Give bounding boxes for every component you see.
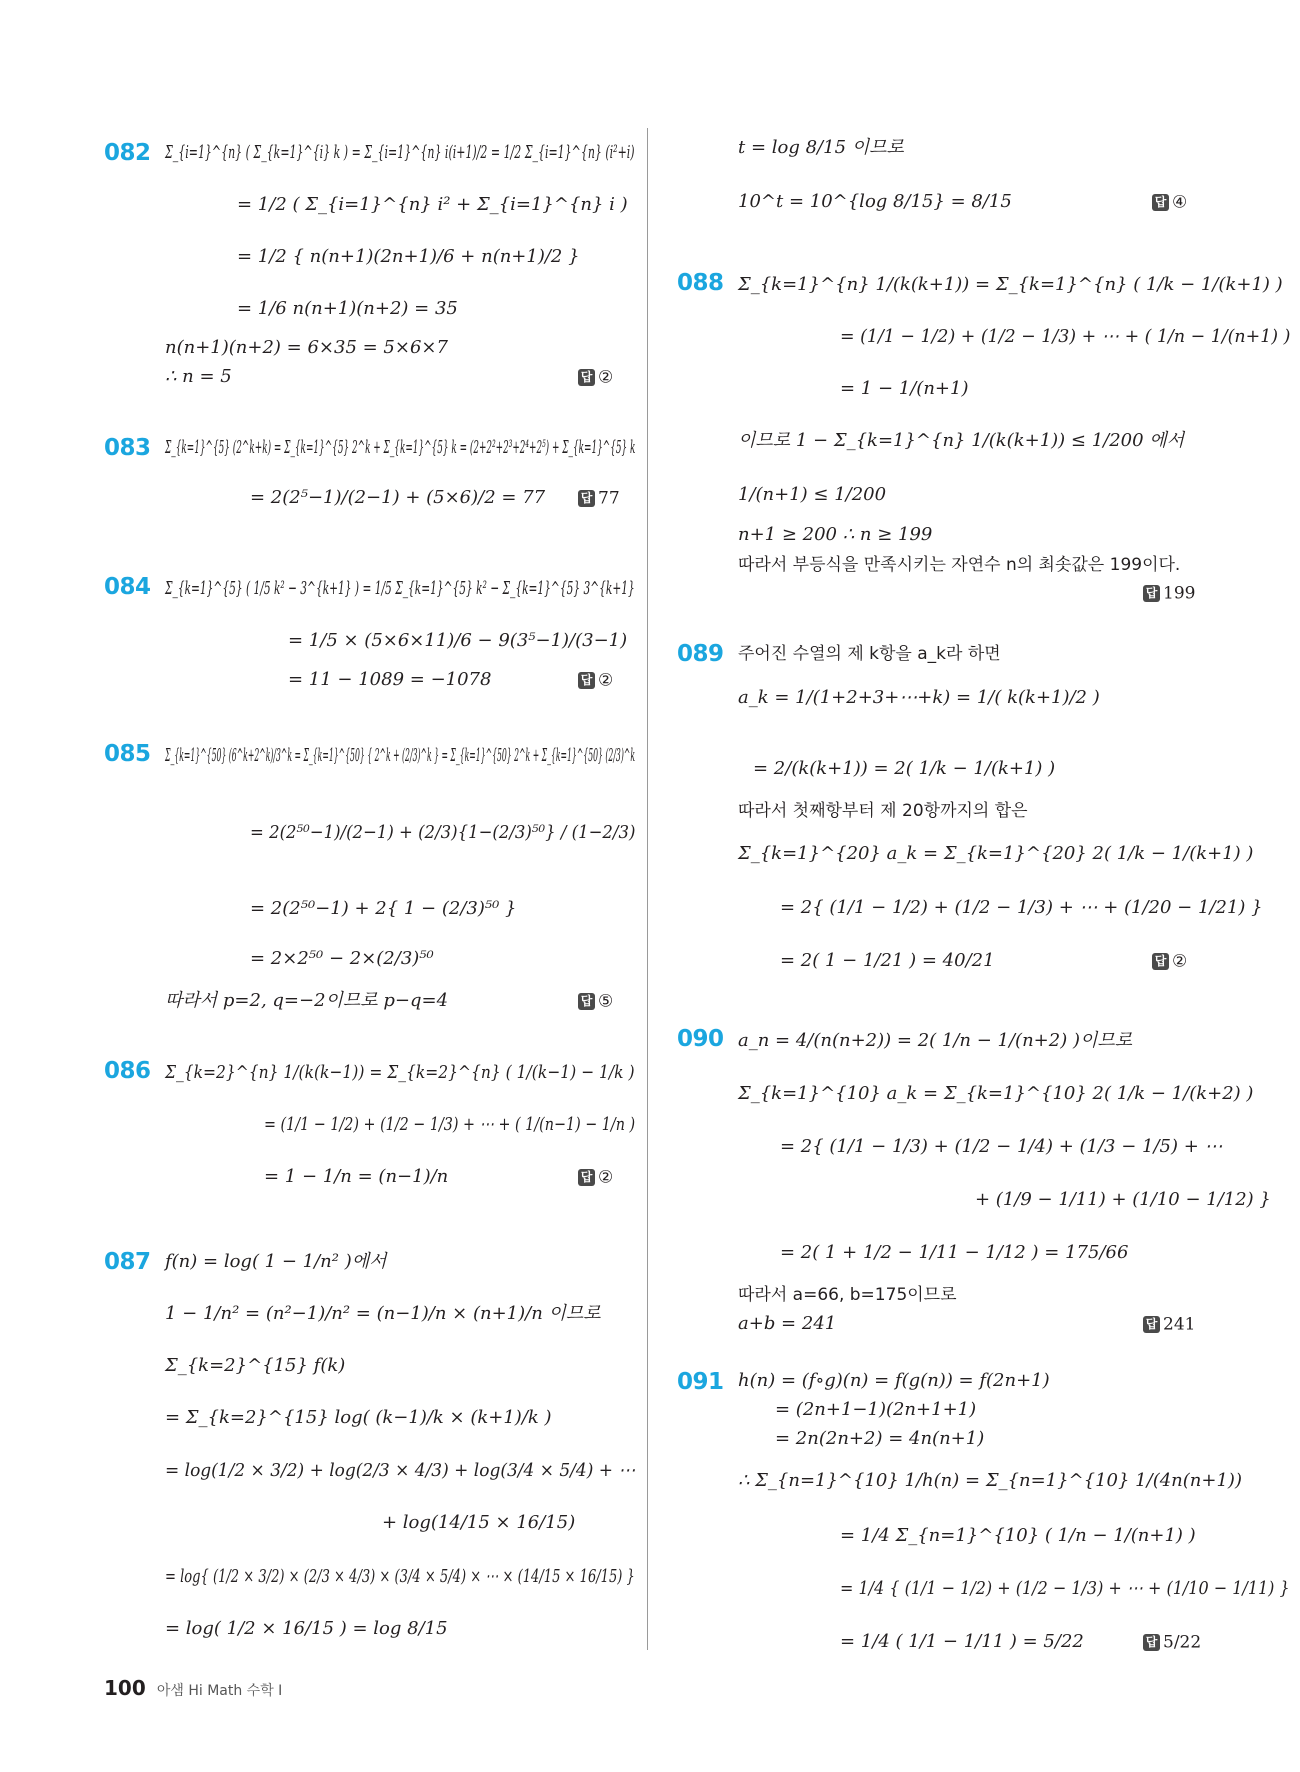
solution-line: = 1 − 1/(n+1) bbox=[840, 378, 969, 399]
solution-line: = 1/2 { n(n+1)(2n+1)/6 + n(n+1)/2 } bbox=[237, 246, 580, 267]
solution-line: 따라서 a=66, b=175이므로 bbox=[738, 1285, 957, 1305]
solution-line: = 2( 1 − 1/21 ) = 40/21 bbox=[780, 950, 995, 971]
solution-line: = 2( 1 + 1/2 − 1/11 − 1/12 ) = 175/66 bbox=[780, 1242, 1129, 1263]
answer-icon: 답 bbox=[1143, 1316, 1160, 1333]
solution-line: = 1 − 1/n = (n−1)/n bbox=[264, 1166, 449, 1187]
solution-line: 이므로 1 − Σ_{k=1}^{n} 1/(k(k+1)) ≤ 1/200 에서 bbox=[738, 430, 1185, 451]
solution-line: = (1/1 − 1/2) + (1/2 − 1/3) + ⋯ + ( 1/(n−1) − 1/n ) bbox=[264, 1114, 636, 1135]
answer-icon: 답 bbox=[578, 490, 595, 507]
solution-line: Σ_{k=1}^{50} (6^k+2^k)/3^k = Σ_{k=1}^{50} { 2^k + (2/3)^k } = Σ_{k=1}^{50} 2^k + Σ_{k=1}^{50} (2/3)^k bbox=[165, 745, 636, 766]
solution-line: = 2(2⁵⁰−1)/(2−1) + (2/3){1−(2/3)⁵⁰} / (1−2/3) bbox=[250, 822, 636, 843]
page-number: 100 bbox=[104, 1676, 146, 1700]
solution-line: = log{ (1/2 × 3/2) × (2/3 × 4/3) × (3/4 × 5/4) × ⋯ × (14/15 × 16/15) } bbox=[165, 1566, 635, 1587]
solution-line: 주어진 수열의 제 k항을 a_k라 하면 bbox=[738, 644, 1001, 664]
solution-line: Σ_{k=2}^{15} f(k) bbox=[165, 1355, 346, 1376]
answer-088: 답 199 bbox=[1143, 582, 1195, 605]
solution-line: + log(14/15 × 16/15) bbox=[382, 1512, 576, 1533]
solution-line: = 1/6 n(n+1)(n+2) = 35 bbox=[237, 298, 458, 319]
solution-line: = Σ_{k=2}^{15} log( (k−1)/k × (k+1)/k ) bbox=[165, 1407, 552, 1428]
solution-line: = 1/4 ( 1/1 − 1/11 ) = 5/22 bbox=[840, 1631, 1084, 1652]
solution-line: = 1/2 ( Σ_{i=1}^{n} i² + Σ_{i=1}^{n} i ) bbox=[237, 194, 628, 215]
solution-line: = 2(2⁵⁰−1) + 2{ 1 − (2/3)⁵⁰ } bbox=[250, 898, 517, 919]
problem-number-082: 082 bbox=[104, 140, 151, 166]
solution-line: Σ_{i=1}^{n} ( Σ_{k=1}^{i} k ) = Σ_{i=1}^{n} i(i+1)/2 = 1/2 Σ_{i=1}^{n} (i²+i) bbox=[165, 142, 635, 163]
answer-084: 답 ② bbox=[578, 669, 613, 692]
problem-number-091: 091 bbox=[677, 1369, 724, 1395]
problem-number-089: 089 bbox=[677, 641, 724, 667]
solution-line: = log( 1/2 × 16/15 ) = log 8/15 bbox=[165, 1618, 448, 1639]
problem-number-087: 087 bbox=[104, 1249, 151, 1275]
solution-line: t = log 8/15 이므로 bbox=[738, 137, 904, 158]
solution-line: = log(1/2 × 3/2) + log(2/3 × 4/3) + log(3/4 × 5/4) + ⋯ bbox=[165, 1460, 636, 1481]
solution-line: = 2(2⁵−1)/(2−1) + (5×6)/2 = 77 bbox=[250, 487, 546, 508]
solution-line: f(n) = log( 1 − 1/n² )에서 bbox=[165, 1251, 387, 1272]
answer-icon: 답 bbox=[1143, 1634, 1160, 1651]
solution-line: a_k = 1/(1+2+3+⋯+k) = 1/( k(k+1)/2 ) bbox=[738, 687, 1100, 708]
answer-089: 답 ② bbox=[1152, 950, 1187, 973]
answer-icon: 답 bbox=[578, 369, 595, 386]
solution-line: n(n+1)(n+2) = 6×35 = 5×6×7 bbox=[165, 337, 448, 358]
answer-icon: 답 bbox=[578, 993, 595, 1010]
solution-line: Σ_{k=1}^{n} 1/(k(k+1)) = Σ_{k=1}^{n} ( 1/k − 1/(k+1) ) bbox=[738, 274, 1283, 295]
solution-line: 10^t = 10^{log 8/15} = 8/15 bbox=[738, 191, 1012, 212]
page-footer bbox=[104, 1676, 282, 1700]
solution-line: a_n = 4/(n(n+2)) = 2( 1/n − 1/(n+2) )이므로 bbox=[738, 1030, 1133, 1051]
solution-line: h(n) = (f∘g)(n) = f(g(n)) = f(2n+1) bbox=[738, 1370, 1050, 1391]
answer-icon: 답 bbox=[578, 672, 595, 689]
answer-082: 답 ② bbox=[578, 366, 613, 389]
answer-087: 답 ④ bbox=[1152, 191, 1187, 214]
solution-line: 1 − 1/n² = (n²−1)/n² = (n−1)/n × (n+1)/n 이므로 bbox=[165, 1303, 601, 1324]
column-divider bbox=[647, 128, 648, 1650]
solution-line: = (1/1 − 1/2) + (1/2 − 1/3) + ⋯ + ( 1/n − 1/(n+1) ) bbox=[840, 326, 1291, 347]
solution-line: n+1 ≥ 200 ∴ n ≥ 199 bbox=[738, 524, 933, 545]
solution-line: 1/(n+1) ≤ 1/200 bbox=[738, 484, 887, 505]
solution-line: = 11 − 1089 = −1078 bbox=[288, 669, 492, 690]
problem-number-090: 090 bbox=[677, 1026, 724, 1052]
answer-083: 답 77 bbox=[578, 487, 620, 510]
answer-085: 답 ⑤ bbox=[578, 990, 613, 1013]
problem-number-083: 083 bbox=[104, 435, 151, 461]
solution-line: Σ_{k=1}^{5} ( 1/5 k² − 3^{k+1} ) = 1/5 Σ_{k=1}^{5} k² − Σ_{k=1}^{5} 3^{k+1} bbox=[165, 578, 635, 599]
solution-line: = 2/(k(k+1)) = 2( 1/k − 1/(k+1) ) bbox=[753, 758, 1056, 779]
answer-091: 답 5/22 bbox=[1143, 1631, 1201, 1654]
solution-line: ∴ Σ_{n=1}^{10} 1/h(n) = Σ_{n=1}^{10} 1/(4n(n+1)) bbox=[738, 1470, 1242, 1491]
answer-icon: 답 bbox=[1152, 953, 1169, 970]
answer-icon: 답 bbox=[578, 1169, 595, 1186]
solution-line: = (2n+1−1)(2n+1+1) bbox=[775, 1399, 977, 1420]
solution-line: = 2{ (1/1 − 1/3) + (1/2 − 1/4) + (1/3 − 1/5) + ⋯ bbox=[780, 1136, 1223, 1157]
answer-icon: 답 bbox=[1152, 194, 1169, 211]
solution-line: = 1/5 × (5×6×11)/6 − 9(3⁵−1)/(3−1) bbox=[288, 630, 628, 651]
solution-line: 따라서 p=2, q=−2이므로 p−q=4 bbox=[165, 990, 449, 1011]
answer-086: 답 ② bbox=[578, 1166, 613, 1189]
solution-line: Σ_{k=2}^{n} 1/(k(k−1)) = Σ_{k=2}^{n} ( 1/(k−1) − 1/k ) bbox=[165, 1062, 635, 1083]
solution-line: Σ_{k=1}^{10} a_k = Σ_{k=1}^{10} 2( 1/k − 1/(k+2) ) bbox=[738, 1083, 1254, 1104]
solution-line: = 2n(2n+2) = 4n(n+1) bbox=[775, 1428, 985, 1449]
problem-number-085: 085 bbox=[104, 741, 151, 767]
solution-line: Σ_{k=1}^{5} (2^k+k) = Σ_{k=1}^{5} 2^k + Σ_{k=1}^{5} k = (2+2²+2³+2⁴+2⁵) + Σ_{k=1}^{5} k bbox=[165, 437, 636, 458]
solution-line: = 2×2⁵⁰ − 2×(2/3)⁵⁰ bbox=[250, 948, 434, 969]
solution-line: Σ_{k=1}^{20} a_k = Σ_{k=1}^{20} 2( 1/k − 1/(k+1) ) bbox=[738, 843, 1254, 864]
problem-number-088: 088 bbox=[677, 270, 724, 296]
answer-icon: 답 bbox=[1143, 585, 1160, 602]
solution-line: + (1/9 − 1/11) + (1/10 − 1/12) } bbox=[975, 1189, 1271, 1210]
solution-line: 따라서 첫째항부터 제 20항까지의 합은 bbox=[738, 801, 1028, 821]
solution-line: ∴ n = 5 bbox=[165, 366, 232, 387]
solution-line: 따라서 부등식을 만족시키는 자연수 n의 최솟값은 199이다. bbox=[738, 555, 1181, 575]
solution-line: a+b = 241 bbox=[738, 1313, 837, 1334]
problem-number-086: 086 bbox=[104, 1058, 151, 1084]
solution-line: = 2{ (1/1 − 1/2) + (1/2 − 1/3) + ⋯ + (1/20 − 1/21) } bbox=[780, 897, 1263, 918]
problem-number-084: 084 bbox=[104, 574, 151, 600]
solution-line: = 1/4 Σ_{n=1}^{10} ( 1/n − 1/(n+1) ) bbox=[840, 1525, 1196, 1546]
book-title: 아샘 Hi Math 수학 I bbox=[156, 1683, 283, 1699]
answer-090: 답 241 bbox=[1143, 1313, 1195, 1336]
solution-line: = 1/4 { (1/1 − 1/2) + (1/2 − 1/3) + ⋯ + (1/10 − 1/11) } bbox=[840, 1578, 1290, 1599]
